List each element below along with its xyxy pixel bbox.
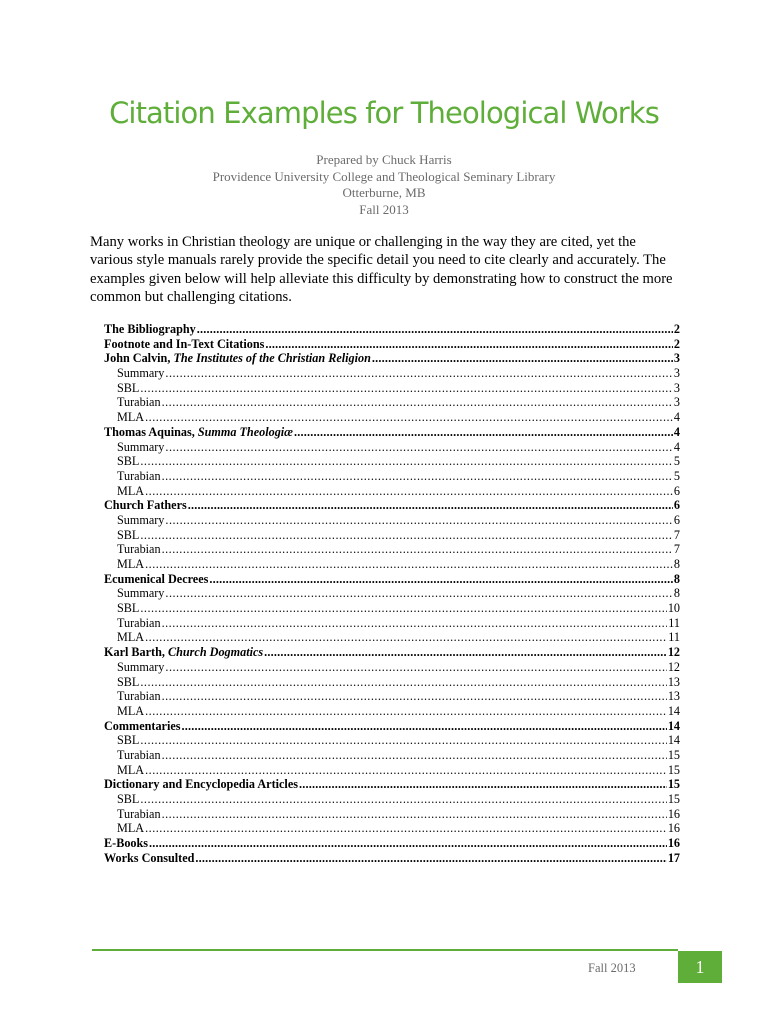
toc-page-number: 14 bbox=[667, 703, 680, 718]
toc-page-number: 15 bbox=[667, 777, 680, 792]
toc-dot-leader bbox=[188, 498, 673, 513]
toc-entry-label bbox=[117, 484, 144, 499]
toc-dot-leader bbox=[165, 513, 673, 528]
toc-entry-text: Summary bbox=[117, 366, 165, 381]
toc-entry-label bbox=[117, 689, 161, 704]
toc-dot-leader bbox=[140, 381, 673, 396]
toc-subsection-entry[interactable] bbox=[104, 601, 680, 616]
toc-entry-label bbox=[104, 777, 298, 792]
toc-subsection-entry[interactable] bbox=[104, 440, 680, 455]
toc-entry-label bbox=[117, 630, 144, 645]
toc-subsection-entry[interactable] bbox=[104, 616, 680, 631]
toc-page-number: 4 bbox=[673, 424, 680, 439]
toc-entry-label bbox=[104, 836, 148, 851]
toc-page-number: 6 bbox=[673, 498, 680, 513]
toc-entry-label bbox=[104, 645, 263, 660]
toc-dot-leader bbox=[162, 807, 667, 822]
toc-section-entry[interactable] bbox=[104, 498, 680, 513]
toc-dot-leader bbox=[149, 836, 667, 851]
toc-entry-text: SBL bbox=[117, 674, 140, 689]
toc-dot-leader bbox=[265, 337, 673, 352]
toc-page-number: 7 bbox=[673, 542, 680, 557]
toc-page-number: 17 bbox=[667, 850, 680, 865]
toc-entry-text: MLA bbox=[117, 762, 145, 777]
toc-page-number: 6 bbox=[673, 512, 680, 527]
toc-page-number: 7 bbox=[673, 527, 680, 542]
toc-entry-text: MLA bbox=[117, 557, 145, 571]
toc-entry-text: Works Consulted bbox=[104, 850, 195, 865]
toc-dot-leader bbox=[145, 410, 673, 425]
toc-entry-label bbox=[104, 851, 194, 866]
page-number-box bbox=[678, 951, 722, 983]
toc-entry-label bbox=[117, 586, 164, 601]
toc-entry-text: Turabian bbox=[117, 615, 161, 630]
toc-entry-text: Ecumenical Decrees bbox=[104, 571, 209, 586]
institution: Providence University College and Theological Seminary Library bbox=[212, 168, 556, 184]
toc-subsection-entry[interactable] bbox=[104, 542, 680, 557]
toc-section-entry[interactable] bbox=[104, 777, 680, 792]
toc-entry-text: Turabian bbox=[117, 542, 161, 557]
toc-entry-text: SBL bbox=[117, 733, 140, 748]
toc-entry-label bbox=[104, 351, 371, 366]
toc-entry-text: MLA bbox=[117, 483, 145, 498]
toc-dot-leader bbox=[140, 601, 666, 616]
toc-subsection-entry[interactable] bbox=[104, 660, 680, 675]
toc-entry-text: MLA bbox=[117, 821, 145, 836]
toc-page-number: 2 bbox=[673, 322, 680, 336]
page-number: 1 bbox=[695, 956, 705, 977]
toc-entry-label bbox=[117, 616, 161, 631]
toc-dot-leader bbox=[145, 484, 673, 499]
toc-subsection-entry[interactable] bbox=[104, 675, 680, 690]
toc-dot-leader bbox=[162, 469, 673, 484]
toc-dot-leader bbox=[145, 821, 667, 836]
toc-entry-label bbox=[117, 675, 139, 690]
toc-page-number: 3 bbox=[673, 395, 680, 410]
footer-rule bbox=[92, 949, 678, 951]
toc-page-number: 3 bbox=[673, 366, 680, 381]
toc-subsection-entry[interactable] bbox=[104, 484, 680, 499]
toc-dot-leader bbox=[209, 572, 673, 587]
toc-entry-work-title: Church Dogmatics bbox=[167, 645, 264, 660]
toc-entry-label bbox=[104, 719, 181, 734]
byline-date: Fall 2013 bbox=[359, 201, 409, 217]
toc-page-number: 15 bbox=[667, 747, 680, 762]
toc-entry-text: Turabian bbox=[117, 395, 161, 410]
toc-subsection-entry[interactable] bbox=[104, 586, 680, 601]
toc-section-entry[interactable] bbox=[104, 719, 680, 734]
toc-entry-text: Turabian bbox=[117, 747, 161, 762]
toc-entry-text: Turabian bbox=[117, 468, 161, 483]
toc-entry-text: SBL bbox=[117, 380, 140, 395]
toc-page-number: 2 bbox=[673, 336, 680, 351]
toc-entry-text: MLA bbox=[117, 703, 145, 718]
toc-dot-leader bbox=[165, 660, 666, 675]
toc-dot-leader bbox=[162, 748, 667, 763]
toc-entry-label bbox=[117, 763, 144, 778]
toc-subsection-entry[interactable] bbox=[104, 792, 680, 807]
toc-page-number: 15 bbox=[667, 762, 680, 777]
toc-dot-leader bbox=[145, 704, 667, 719]
toc-entry-label bbox=[117, 704, 144, 719]
toc-dot-leader bbox=[372, 351, 673, 366]
toc-entry-work-title: Summa Theologiæ bbox=[197, 424, 293, 439]
toc-page-number: 5 bbox=[673, 454, 680, 469]
toc-entry-label bbox=[117, 601, 139, 616]
toc-subsection-entry[interactable] bbox=[104, 733, 680, 748]
toc-entry-label bbox=[117, 381, 139, 396]
toc-entry-text: SBL bbox=[117, 792, 140, 806]
toc-dot-leader bbox=[162, 395, 673, 410]
toc-subsection-entry[interactable] bbox=[104, 821, 680, 836]
toc-entry-label bbox=[117, 542, 161, 557]
toc-dot-leader bbox=[140, 454, 673, 469]
toc-page-number: 12 bbox=[667, 659, 680, 674]
toc-entry-label bbox=[117, 821, 144, 836]
toc-dot-leader bbox=[162, 542, 673, 557]
toc-entry-label bbox=[117, 513, 164, 528]
toc-section-entry[interactable] bbox=[104, 322, 680, 337]
toc-entry-text: Karl Barth, bbox=[104, 645, 168, 660]
toc-page-number: 8 bbox=[673, 571, 680, 586]
toc-entry-text: E-Books bbox=[104, 836, 149, 851]
toc-dot-leader bbox=[165, 366, 673, 381]
toc-subsection-entry[interactable] bbox=[104, 704, 680, 719]
toc-entry-label bbox=[117, 528, 139, 543]
table-of-contents bbox=[104, 322, 680, 865]
toc-dot-leader bbox=[140, 792, 666, 807]
toc-page-number: 11 bbox=[668, 615, 680, 630]
toc-entry-text: Summary bbox=[117, 586, 165, 601]
toc-dot-leader bbox=[294, 425, 673, 440]
toc-entry-text: MLA bbox=[117, 630, 145, 645]
toc-dot-leader bbox=[165, 586, 673, 601]
toc-dot-leader bbox=[162, 616, 668, 631]
toc-page-number: 13 bbox=[667, 689, 680, 704]
toc-subsection-entry[interactable] bbox=[104, 807, 680, 822]
toc-subsection-entry[interactable] bbox=[104, 763, 680, 778]
toc-entry-text: SBL bbox=[117, 454, 140, 469]
toc-entry-text: Turabian bbox=[117, 806, 161, 821]
toc-dot-leader bbox=[140, 528, 673, 543]
toc-entry-text: Summary bbox=[117, 512, 165, 527]
toc-subsection-entry[interactable] bbox=[104, 513, 680, 528]
location: Otterburne, MB bbox=[342, 185, 426, 200]
toc-dot-leader bbox=[182, 719, 667, 734]
toc-section-entry[interactable] bbox=[104, 645, 680, 660]
prepared-by: Prepared by Chuck Harris bbox=[316, 152, 452, 167]
toc-entry-text: Summary bbox=[117, 659, 165, 674]
toc-section-entry[interactable] bbox=[104, 572, 680, 587]
toc-dot-leader bbox=[195, 851, 666, 866]
toc-entry-label bbox=[117, 748, 161, 763]
toc-dot-leader bbox=[299, 777, 667, 792]
toc-page-number: 11 bbox=[668, 630, 680, 645]
toc-subsection-entry[interactable] bbox=[104, 689, 680, 704]
toc-page-number: 3 bbox=[673, 351, 680, 366]
toc-section-entry[interactable] bbox=[104, 836, 680, 851]
toc-subsection-entry[interactable] bbox=[104, 454, 680, 469]
toc-page-number: 3 bbox=[673, 380, 680, 395]
footer-date: Fall 2013 bbox=[588, 961, 636, 975]
toc-subsection-entry[interactable] bbox=[104, 630, 680, 645]
toc-subsection-entry[interactable] bbox=[104, 366, 680, 381]
toc-entry-text: SBL bbox=[117, 527, 140, 542]
toc-entry-text: The Bibliography bbox=[104, 322, 196, 336]
toc-page-number: 4 bbox=[673, 439, 680, 454]
toc-entry-text: SBL bbox=[117, 601, 140, 616]
toc-section-entry[interactable] bbox=[104, 425, 680, 440]
toc-entry-label bbox=[104, 337, 264, 352]
toc-subsection-entry[interactable] bbox=[104, 381, 680, 396]
toc-entry-label bbox=[117, 410, 144, 425]
toc-entry-label bbox=[104, 572, 208, 587]
toc-page-number: 8 bbox=[673, 586, 680, 601]
toc-entry-label bbox=[117, 733, 139, 748]
toc-subsection-entry[interactable] bbox=[104, 410, 680, 425]
toc-page-number: 5 bbox=[673, 468, 680, 483]
toc-page-number: 16 bbox=[667, 806, 680, 821]
toc-entry-text: Turabian bbox=[117, 689, 161, 704]
toc-entry-text: Footnote and In-Text Citations bbox=[104, 336, 265, 351]
toc-dot-leader bbox=[145, 557, 673, 572]
toc-entry-text: Thomas Aquinas, bbox=[104, 424, 198, 439]
toc-page-number: 16 bbox=[667, 836, 680, 851]
toc-entry-text: MLA bbox=[117, 410, 145, 425]
toc-dot-leader bbox=[197, 322, 673, 337]
document-title: Citation Examples for Theological Works bbox=[109, 96, 659, 130]
toc-entry-label bbox=[117, 660, 164, 675]
toc-entry-text: Dictionary and Encyclopedia Articles bbox=[104, 777, 298, 792]
toc-page-number: 16 bbox=[667, 821, 680, 836]
toc-subsection-entry[interactable] bbox=[104, 748, 680, 763]
toc-dot-leader bbox=[145, 630, 667, 645]
toc-entry-label bbox=[117, 557, 144, 572]
toc-page-number: 4 bbox=[673, 410, 680, 425]
toc-entry-label bbox=[104, 425, 293, 440]
toc-section-entry[interactable] bbox=[104, 337, 680, 352]
toc-entry-text: Commentaries bbox=[104, 718, 181, 733]
toc-page-number: 14 bbox=[667, 718, 680, 733]
toc-subsection-entry[interactable] bbox=[104, 395, 680, 410]
toc-entry-work-title: The Institutes of the Christian Religion bbox=[173, 351, 371, 366]
toc-dot-leader bbox=[264, 645, 667, 660]
toc-page-number: 6 bbox=[673, 483, 680, 498]
intro-paragraph: Many works in Christian theology are unique or challenging in the way they are cited, yet the various style manuals rarely provide the specific detail you need to cite clearly and accurately. The examples given below will help alleviate this difficulty by demonstrating how to construct the more common but challenging citations. bbox=[90, 234, 673, 306]
toc-dot-leader bbox=[165, 440, 673, 455]
toc-page-number: 10 bbox=[667, 601, 680, 616]
toc-subsection-entry[interactable] bbox=[104, 469, 680, 484]
toc-dot-leader bbox=[162, 689, 667, 704]
toc-entry-text: Summary bbox=[117, 439, 165, 454]
toc-subsection-entry[interactable] bbox=[104, 528, 680, 543]
toc-entry-label bbox=[117, 395, 161, 410]
byline bbox=[0, 152, 768, 218]
toc-page-number: 8 bbox=[673, 557, 680, 571]
toc-entry-label bbox=[117, 454, 139, 469]
toc-entry-label bbox=[117, 792, 139, 807]
toc-subsection-entry[interactable] bbox=[104, 557, 680, 572]
toc-page-number: 13 bbox=[667, 674, 680, 689]
toc-entry-label bbox=[117, 366, 164, 381]
toc-dot-leader bbox=[145, 763, 667, 778]
toc-entry-label bbox=[104, 498, 187, 513]
toc-section-entry[interactable] bbox=[104, 351, 680, 366]
toc-dot-leader bbox=[140, 733, 666, 748]
toc-entry-label bbox=[117, 440, 164, 455]
toc-entry-label bbox=[117, 469, 161, 484]
toc-dot-leader bbox=[140, 675, 666, 690]
toc-entry-text: John Calvin, bbox=[104, 351, 174, 366]
toc-entry-text: Church Fathers bbox=[104, 498, 187, 513]
toc-page-number: 15 bbox=[667, 792, 680, 806]
toc-entry-label bbox=[117, 807, 161, 822]
toc-section-entry[interactable] bbox=[104, 851, 680, 866]
toc-entry-label bbox=[104, 322, 196, 337]
toc-page-number: 14 bbox=[667, 733, 680, 748]
toc-page-number: 12 bbox=[667, 645, 680, 660]
